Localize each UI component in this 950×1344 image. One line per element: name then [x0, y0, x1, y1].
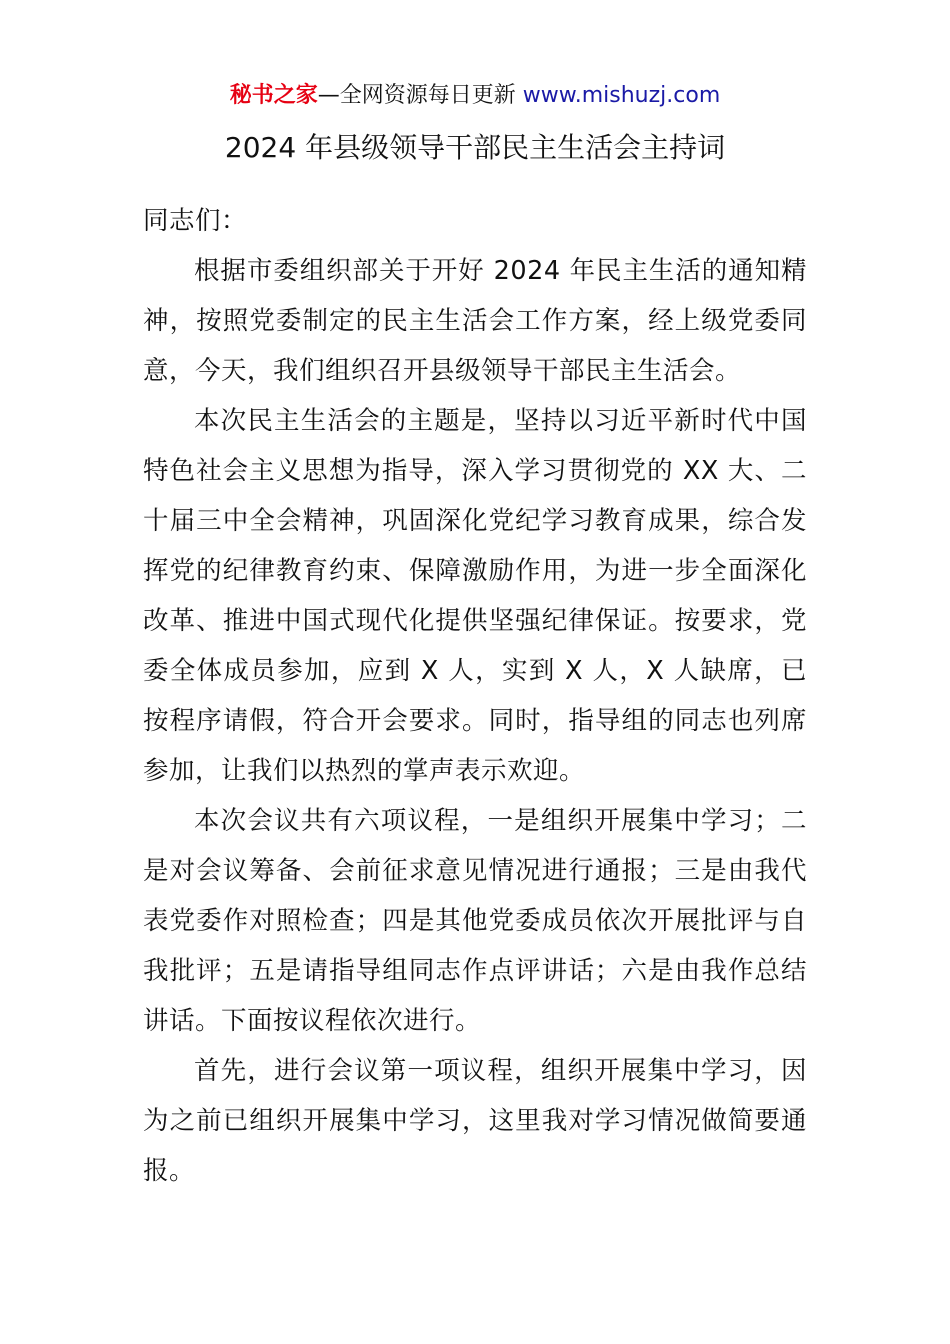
brand-name: 秘书之家: [229, 83, 318, 108]
document-title: 2024 年县级领导干部民主生活会主持词: [224, 131, 726, 164]
paragraph: 本次会议共有六项议程，一是组织开展集中学习；二是对会议筹备、会前征求意见情况进行通报；三是由我代表党委作对照检查；四是其他党委成员依次开展批评与自我批评；五是请指导组同志作点评讲话；六是由我作总结讲话。下面按议程依次进行。: [143, 806, 807, 1036]
paragraph: 本次民主生活会的主题是，坚持以习近平新时代中国特色社会主义思想为指导，深入学习贯彻党的 XX 大、二十届三中全会精神，巩固深化党纪学习教育成果，综合发挥党的纪律教育约束、保障激励作用，为进一步全面深化改革、推进中国式现代化提供坚强纪律保证。按要求，党委全体成员参加，应到 X 人，实到 X 人，X 人缺席，已按程序请假，符合开会要求。同时，指导组的同志也列席参加，让我们以热烈的掌声表示欢迎。: [143, 406, 807, 786]
header-tagline: —全网资源每日更新: [317, 83, 523, 108]
paragraph: 根据市委组织部关于开好 2024 年民主生活的通知精神，按照党委制定的民主生活会工作方案，经上级党委同意，今天，我们组织召开县级领导干部民主生活会。: [143, 256, 807, 386]
paragraph: 首先，进行会议第一项议程，组织开展集中学习，因为之前已组织开展集中学习，这里我对学习情况做简要通报。: [143, 1056, 807, 1186]
document-body: [143, 196, 807, 1196]
salutation: 同志们：: [143, 206, 248, 236]
site-header: [0, 80, 950, 112]
site-url-link[interactable]: www.mishuzj.com: [522, 83, 721, 108]
